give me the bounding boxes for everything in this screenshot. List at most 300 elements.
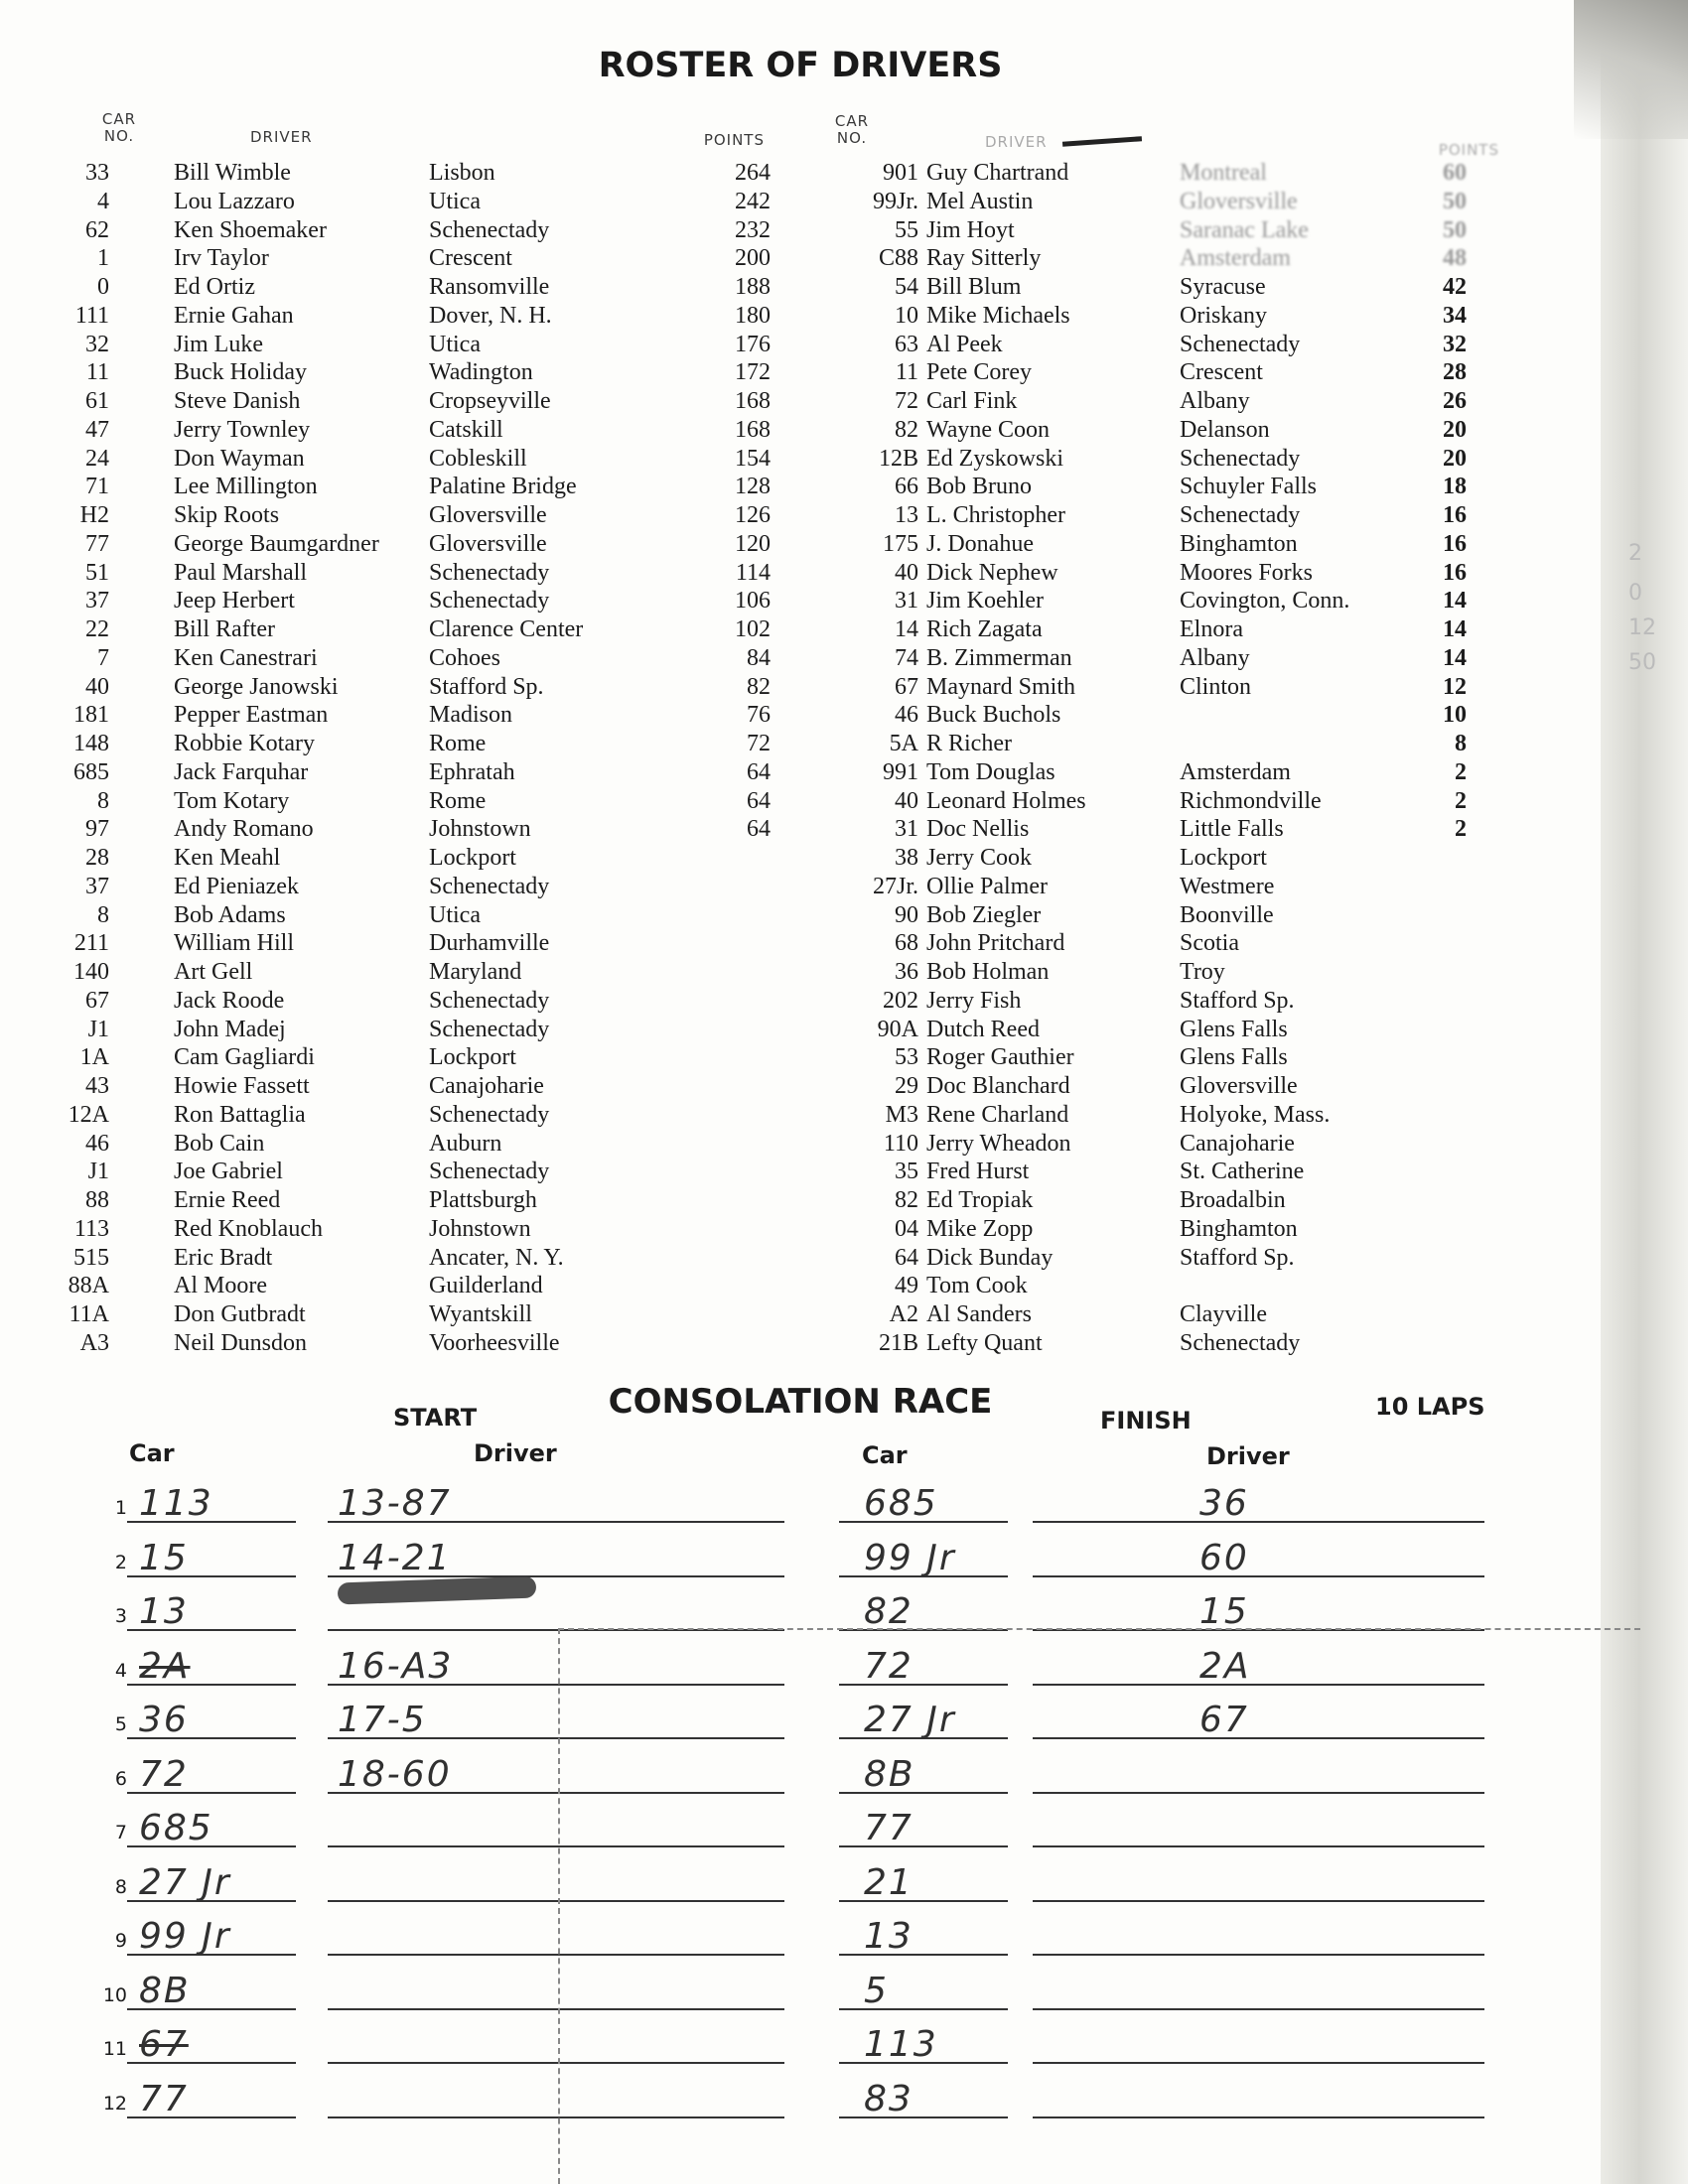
hometown: Johnstown <box>429 816 531 843</box>
car-number: 46 <box>85 1130 109 1157</box>
hometown: Syracuse <box>1180 274 1266 300</box>
hometown: Madison <box>429 702 512 729</box>
driver-name: Ernie Gahan <box>174 302 294 329</box>
driver-name: Dick Bunday <box>926 1244 1054 1271</box>
roster-row <box>0 244 794 273</box>
roster-row <box>0 701 794 730</box>
roster-row <box>0 1016 794 1044</box>
finish-car-entry[interactable]: 27 Jr <box>864 1700 956 1740</box>
start-car-entry[interactable]: 27 Jr <box>139 1861 231 1903</box>
driver-name: Robbie Kotary <box>174 731 315 756</box>
car-number: 685 <box>73 758 109 785</box>
roster-row <box>0 358 794 387</box>
finish-car-entry[interactable]: 72 <box>864 1645 914 1687</box>
points-value: 14 <box>1443 616 1467 642</box>
finish-car-entry[interactable]: 685 <box>864 1483 938 1524</box>
driver-name: Jack Farquhar <box>174 758 309 785</box>
driver-name: Lefty Quant <box>926 1329 1043 1356</box>
driver-name: Bill Wimble <box>174 160 291 186</box>
roster-row <box>819 331 1514 359</box>
car-number: C88 <box>878 245 918 272</box>
hometown: Gloversville <box>429 502 547 528</box>
points-value: 16 <box>1443 559 1467 586</box>
start-car-entry[interactable]: 15 <box>139 1537 189 1578</box>
hometown: Amsterdam <box>1180 245 1291 272</box>
roster-row <box>819 1016 1514 1044</box>
hometown: Utica <box>429 331 481 357</box>
points-value: 8 <box>1455 731 1467 756</box>
driver-name: Cam Gagliardi <box>174 1044 315 1071</box>
car-number: 40 <box>85 673 109 700</box>
car-number: J1 <box>87 1016 109 1042</box>
driver-name: Doc Nellis <box>926 816 1030 843</box>
roster-row <box>819 730 1514 758</box>
driver-name: Ed Zyskowski <box>926 445 1063 472</box>
roster-row <box>819 244 1514 273</box>
roster-row <box>0 302 794 331</box>
driver-name: Ron Battaglia <box>174 1101 306 1128</box>
roster-row <box>0 901 794 930</box>
points-value: 50 <box>1443 188 1467 214</box>
strike-mark <box>1062 136 1142 147</box>
roster-row <box>0 1329 794 1358</box>
points-value: 20 <box>1443 416 1467 443</box>
hometown: Stafford Sp. <box>1180 1244 1295 1271</box>
hometown: Binghamton <box>1180 1215 1298 1242</box>
car-number: A2 <box>889 1301 918 1327</box>
points-value: 72 <box>747 731 771 756</box>
roster-row <box>0 958 794 987</box>
hometown: Oriskany <box>1180 302 1267 329</box>
car-number: 82 <box>895 416 918 443</box>
roster-row <box>0 1043 794 1072</box>
car-number: 12A <box>68 1101 109 1128</box>
car-number: 515 <box>73 1244 109 1271</box>
hometown: Lockport <box>429 845 516 871</box>
laps-label: 10 LAPS <box>1375 1393 1485 1421</box>
hometown: Saranac Lake <box>1180 216 1309 243</box>
hometown: Wyantskill <box>429 1301 532 1327</box>
hometown: Palatine Bridge <box>429 474 577 500</box>
roster-row <box>0 188 794 216</box>
roster-left-column <box>0 159 794 1358</box>
entry-line <box>328 2008 784 2010</box>
car-number: 88A <box>68 1273 109 1299</box>
driver-name: Al Peek <box>926 331 1003 357</box>
car-number: 13 <box>895 502 918 528</box>
hometown: Schenectady <box>1180 445 1301 472</box>
car-number: 148 <box>73 731 109 756</box>
finish-car-entry[interactable]: 99 Jr <box>864 1537 956 1578</box>
finish-car-entry[interactable]: 8B <box>864 1753 915 1795</box>
points-value: 12 <box>1443 673 1467 700</box>
row-number: 11 <box>102 2038 127 2060</box>
roster-row <box>819 815 1514 844</box>
roster-row <box>819 1272 1514 1300</box>
hometown: Gloversville <box>429 530 547 557</box>
hometown: Richmondville <box>1180 787 1322 814</box>
hometown: Canajoharie <box>1180 1130 1295 1157</box>
car-number: 38 <box>895 845 918 871</box>
finish-car-entry[interactable]: 77 <box>864 1808 914 1848</box>
roster-row <box>0 159 794 188</box>
points-value: 64 <box>747 816 771 843</box>
entry-line <box>328 1900 784 1902</box>
hometown: Holyoke, Mass. <box>1180 1101 1331 1128</box>
car-number: A3 <box>79 1329 109 1356</box>
car-number: 113 <box>73 1215 109 1242</box>
driver-name: Ollie Palmer <box>926 873 1048 899</box>
hometown: Troy <box>1180 959 1225 985</box>
roster-title: ROSTER OF DRIVERS <box>598 46 1003 85</box>
hometown: Rome <box>429 731 487 756</box>
roster-row <box>819 1043 1514 1072</box>
hometown: Cropseyville <box>429 388 551 414</box>
driver-name: Roger Gauthier <box>926 1044 1074 1071</box>
roster-row <box>819 188 1514 216</box>
page-edge-shadow <box>1601 0 1688 2184</box>
hometown: Clarence Center <box>429 616 584 642</box>
points-value: 10 <box>1443 702 1467 729</box>
car-number: 62 <box>85 216 109 243</box>
hometown: Guilderland <box>429 1273 543 1299</box>
start-car-entry[interactable]: 67 <box>139 2024 189 2065</box>
driver-name: Al Moore <box>174 1273 267 1299</box>
start-car-entry[interactable]: 685 <box>139 1808 213 1848</box>
hometown: Schenectady <box>429 1159 550 1185</box>
roster-row <box>819 416 1514 445</box>
start-car-entry[interactable]: 13 <box>139 1591 189 1632</box>
car-number: 55 <box>895 216 918 243</box>
car-number: 90 <box>895 901 918 928</box>
right-driver-header: DRIVER <box>985 133 1048 151</box>
hometown: Schuyler Falls <box>1180 474 1317 500</box>
hometown: Boonville <box>1180 901 1274 928</box>
right-car-no-header: CAR NO. <box>834 112 870 147</box>
hometown: Binghamton <box>1180 530 1298 557</box>
hometown: Schenectady <box>429 588 550 614</box>
driver-name: Bob Holman <box>926 959 1050 985</box>
hometown: Elnora <box>1180 616 1243 642</box>
hometown: Ancater, N. Y. <box>429 1244 564 1271</box>
roster-row <box>0 758 794 787</box>
points-value: 20 <box>1443 445 1467 472</box>
start-car-entry[interactable]: 77 <box>139 2078 189 2119</box>
roster-row <box>819 473 1514 501</box>
roster-row <box>0 929 794 958</box>
roster-row <box>0 216 794 245</box>
driver-name: Ed Ortiz <box>174 274 255 300</box>
roster-row <box>0 587 794 615</box>
start-car-entry[interactable]: 113 <box>139 1483 213 1524</box>
roster-row <box>0 987 794 1016</box>
car-number: 53 <box>895 1044 918 1071</box>
row-number: 7 <box>114 1822 127 1843</box>
hometown: Schenectady <box>429 873 550 899</box>
points-value: 76 <box>747 702 771 729</box>
finish-driver-entry[interactable]: 15 <box>1199 1591 1249 1632</box>
driver-name: Al Sanders <box>926 1301 1032 1327</box>
driver-name: Jim Koehler <box>926 588 1044 614</box>
start-driver-entry[interactable]: 17-5 <box>338 1700 427 1740</box>
points-value: 48 <box>1443 245 1467 272</box>
driver-name: Art Gell <box>174 959 253 985</box>
car-number: 67 <box>85 987 109 1014</box>
hometown: Voorheesville <box>429 1329 560 1356</box>
points-value: 14 <box>1443 644 1467 671</box>
roster-row <box>819 615 1514 644</box>
hometown: Gloversville <box>1180 1073 1298 1099</box>
car-number: 40 <box>895 559 918 586</box>
driver-name: Ken Canestrari <box>174 644 318 671</box>
hometown: Crescent <box>429 245 512 272</box>
perforation-line <box>558 1628 1640 1630</box>
entry-line <box>1033 1737 1484 1739</box>
roster-row <box>0 559 794 588</box>
start-car-entry[interactable]: 2A <box>139 1645 191 1687</box>
roster-row <box>819 929 1514 958</box>
roster-row <box>819 501 1514 530</box>
car-number: 181 <box>73 702 109 729</box>
hometown: Glens Falls <box>1180 1044 1288 1071</box>
finish-driver-entry[interactable]: 36 <box>1199 1483 1249 1524</box>
driver-name: Paul Marshall <box>174 559 307 586</box>
entry-line <box>1033 1900 1484 1902</box>
finish-driver-header: Driver <box>1206 1442 1290 1470</box>
roster-row <box>819 159 1514 188</box>
roster-row <box>0 1244 794 1273</box>
roster-row <box>0 1130 794 1159</box>
points-value: 168 <box>735 388 771 414</box>
roster-row <box>0 416 794 445</box>
driver-name: Bill Blum <box>926 274 1022 300</box>
hometown: Schenectady <box>1180 502 1301 528</box>
edge-mark: 2 <box>1628 541 1642 566</box>
hometown: Cohoes <box>429 644 500 671</box>
roster-row <box>0 501 794 530</box>
car-number: 64 <box>895 1244 918 1271</box>
entry-line <box>328 1845 784 1847</box>
driver-name: Doc Blanchard <box>926 1073 1070 1099</box>
driver-name: Dutch Reed <box>926 1016 1040 1042</box>
roster-row <box>819 1158 1514 1186</box>
start-driver-entry[interactable]: 16-A3 <box>338 1645 454 1687</box>
hometown: Catskill <box>429 416 503 443</box>
driver-name: Ed Tropiak <box>926 1187 1034 1213</box>
car-number: 36 <box>895 959 918 985</box>
finish-car-entry[interactable]: 13 <box>864 1916 914 1957</box>
car-number: 991 <box>883 758 918 785</box>
car-number: 40 <box>895 787 918 814</box>
driver-name: Don Gutbradt <box>174 1301 306 1327</box>
roster-right-column <box>819 159 1514 1358</box>
car-number: 27Jr. <box>872 873 918 899</box>
hometown: Broadalbin <box>1180 1187 1286 1213</box>
car-number: 66 <box>895 474 918 500</box>
roster-row <box>819 1186 1514 1215</box>
car-number: 46 <box>895 702 918 729</box>
row-number: 1 <box>114 1497 127 1519</box>
driver-name: Pete Corey <box>926 359 1032 386</box>
start-driver-header: Driver <box>474 1439 557 1467</box>
driver-name: Howie Fassett <box>174 1073 310 1099</box>
race-title: CONSOLATION RACE <box>608 1382 993 1422</box>
entry-line <box>1033 1845 1484 1847</box>
points-value: 50 <box>1443 216 1467 243</box>
roster-row <box>0 815 794 844</box>
driver-name: George Janowski <box>174 673 339 700</box>
finish-car-entry[interactable]: 5 <box>864 1970 889 2011</box>
hometown: Rome <box>429 787 487 814</box>
roster-row <box>0 1215 794 1244</box>
start-driver-entry[interactable]: 13-87 <box>338 1483 452 1524</box>
car-number: 0 <box>97 274 109 300</box>
driver-name: Jeep Herbert <box>174 588 295 614</box>
car-number: 04 <box>895 1215 918 1242</box>
car-number: 49 <box>895 1273 918 1299</box>
points-value: 232 <box>735 216 771 243</box>
points-value: 126 <box>735 502 771 528</box>
hometown: Durhamville <box>429 930 550 957</box>
hometown: Clinton <box>1180 673 1252 700</box>
roster-row <box>0 1158 794 1186</box>
hometown: Lockport <box>1180 845 1267 871</box>
entry-line <box>1033 2116 1484 2118</box>
driver-name: Tom Cook <box>926 1273 1028 1299</box>
entry-line <box>1033 1684 1484 1686</box>
roster-row <box>819 445 1514 474</box>
hometown: Schenectady <box>429 559 550 586</box>
driver-name: Mike Zopp <box>926 1215 1034 1242</box>
row-number: 6 <box>114 1767 127 1790</box>
car-number: 175 <box>883 530 918 557</box>
finish-car-entry[interactable]: 83 <box>864 2078 914 2119</box>
driver-name: Tom Kotary <box>174 787 290 814</box>
finish-driver-entry[interactable]: 67 <box>1199 1700 1249 1740</box>
driver-name: Dick Nephew <box>926 559 1058 586</box>
hometown: Canajoharie <box>429 1073 544 1099</box>
finish-label: FINISH <box>1100 1407 1192 1434</box>
driver-name: Jim Luke <box>174 331 263 357</box>
points-value: 2 <box>1455 816 1467 843</box>
hometown: Lockport <box>429 1044 516 1071</box>
roster-row <box>819 673 1514 702</box>
points-value: 242 <box>735 188 771 214</box>
car-number: 10 <box>895 302 918 329</box>
points-value: 82 <box>747 673 771 700</box>
row-number: 4 <box>114 1659 127 1682</box>
points-value: 114 <box>735 559 771 586</box>
roster-row <box>819 530 1514 559</box>
car-number: 37 <box>85 873 109 899</box>
finish-car-entry[interactable]: 82 <box>864 1591 914 1632</box>
roster-row <box>819 302 1514 331</box>
points-value: 84 <box>747 644 771 671</box>
points-value: 172 <box>735 359 771 386</box>
start-car-entry[interactable]: 36 <box>139 1700 189 1740</box>
start-driver-entry[interactable]: 14-21 <box>338 1537 452 1578</box>
points-value: 16 <box>1443 530 1467 557</box>
finish-car-entry[interactable]: 21 <box>864 1861 914 1903</box>
roster-row <box>0 873 794 901</box>
hometown: Cobleskill <box>429 445 527 472</box>
driver-name: Buck Holiday <box>174 359 307 386</box>
entry-line <box>1033 1521 1484 1523</box>
hometown: Ephratah <box>429 758 515 785</box>
roster-row <box>0 673 794 702</box>
hometown: Amsterdam <box>1180 758 1291 785</box>
car-number: 14 <box>895 616 918 642</box>
entry-line <box>328 1954 784 1956</box>
hometown: Lisbon <box>429 160 495 186</box>
start-driver-entry[interactable]: 18-60 <box>338 1753 452 1795</box>
points-value: 34 <box>1443 302 1467 329</box>
car-number: 31 <box>895 588 918 614</box>
driver-name: Jim Hoyt <box>926 216 1015 243</box>
hometown: Dover, N. H. <box>429 302 552 329</box>
points-value: 188 <box>735 274 771 300</box>
driver-name: B. Zimmerman <box>926 644 1072 671</box>
row-number: 2 <box>114 1551 127 1573</box>
roster-row <box>819 787 1514 816</box>
hometown: Ransomville <box>429 274 550 300</box>
hometown: Auburn <box>429 1130 502 1157</box>
points-value: 2 <box>1455 787 1467 814</box>
finish-car-entry[interactable]: 113 <box>864 2024 938 2065</box>
hometown: Stafford Sp. <box>429 673 544 700</box>
roster-row <box>819 216 1514 245</box>
start-car-entry[interactable]: 99 Jr <box>139 1916 231 1957</box>
finish-driver-entry[interactable]: 60 <box>1199 1537 1249 1578</box>
driver-name: Jerry Cook <box>926 845 1032 871</box>
roster-row <box>819 958 1514 987</box>
car-number: 51 <box>85 559 109 586</box>
car-number: 22 <box>85 616 109 642</box>
driver-name: R Richer <box>926 731 1012 756</box>
car-number: 29 <box>895 1073 918 1099</box>
driver-name: Irv Taylor <box>174 245 269 272</box>
start-car-entry[interactable]: 8B <box>139 1970 191 2011</box>
roster-row <box>819 758 1514 787</box>
driver-name: Ken Meahl <box>174 845 281 871</box>
start-label: START <box>393 1404 478 1432</box>
start-car-entry[interactable]: 72 <box>139 1753 189 1795</box>
points-value: 106 <box>735 588 771 614</box>
driver-name: Red Knoblauch <box>174 1215 323 1242</box>
points-value: 32 <box>1443 331 1467 357</box>
driver-name: Rich Zagata <box>926 616 1043 642</box>
driver-name: Carl Fink <box>926 388 1018 414</box>
roster-row <box>0 530 794 559</box>
car-number: 67 <box>895 673 918 700</box>
roster-row <box>0 1272 794 1300</box>
roster-row <box>0 273 794 302</box>
driver-name: Fred Hurst <box>926 1159 1030 1185</box>
roster-row <box>0 445 794 474</box>
hometown: Schenectady <box>429 987 550 1014</box>
roster-row <box>0 644 794 673</box>
car-number: 24 <box>85 445 109 472</box>
driver-name: Andy Romano <box>174 816 314 843</box>
car-number: 82 <box>895 1187 918 1213</box>
points-value: 64 <box>747 758 771 785</box>
roster-row <box>0 387 794 416</box>
finish-driver-entry[interactable]: 2A <box>1199 1645 1251 1687</box>
driver-name: George Baumgardner <box>174 530 379 557</box>
car-number: 99Jr. <box>872 188 918 214</box>
hometown: Covington, Conn. <box>1180 588 1350 614</box>
points-value: 120 <box>735 530 771 557</box>
